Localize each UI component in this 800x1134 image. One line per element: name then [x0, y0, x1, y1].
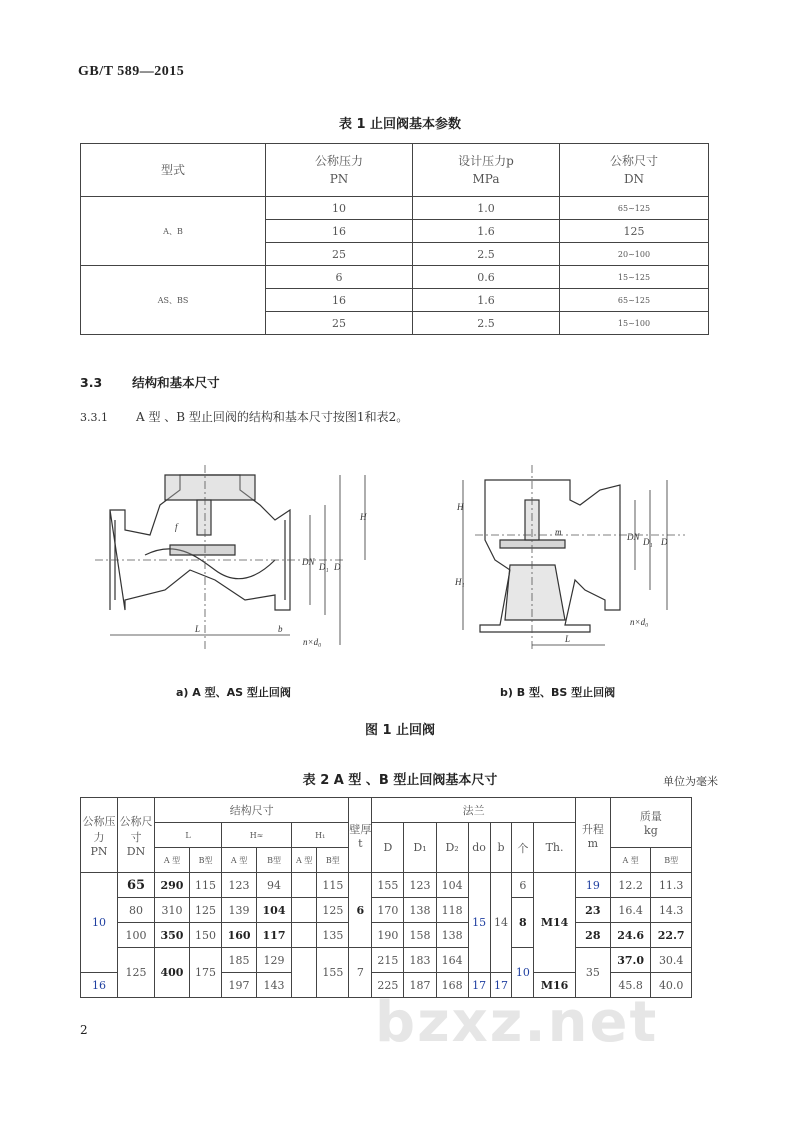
table-row: 25 2.5 15~100 — [81, 312, 709, 335]
svg-text:n×d₀: n×d₀ — [630, 617, 649, 627]
table-row: AS、BS 6 0.6 15~125 — [81, 266, 709, 289]
svg-text:H: H — [457, 502, 464, 512]
col-p: 设计压力p MPa — [413, 144, 560, 197]
dim-L-label: L — [195, 624, 201, 634]
dim-b-label: b — [278, 624, 283, 634]
dim-nd0-label: n×d₀ — [303, 637, 322, 647]
svg-text:D₁: D₁ — [643, 537, 653, 547]
table-row: 125 400 175 185 129 155 7 215 183 164 10 35 37.0 30.4 — [81, 948, 692, 973]
table-row: 10 65 290 115 123 94 115 6 155 123 104 15 14 6 M14 19 12.2 11.3 — [81, 873, 692, 898]
dim-DN-label: DN — [302, 557, 315, 567]
page-number: 2 — [80, 1023, 88, 1037]
table-row: 16 1.6 125 — [81, 220, 709, 243]
table-row: 100 350 150 160 117 135 190 158 138 28 24.6 22.7 — [81, 923, 692, 948]
svg-text:L: L — [565, 634, 571, 644]
dim-H-label: H — [360, 512, 367, 522]
col-type: 型式 — [81, 144, 266, 197]
table-row: A、B 10 1.0 65~125 — [81, 197, 709, 220]
dim-f-label: f — [175, 522, 178, 532]
table2-caption: 表 2 A 型 、B 型止回阀基本尺寸 — [302, 773, 498, 788]
figure-b-caption: b) B 型、BS 型止回阀 — [500, 686, 616, 699]
valve-drawing-a — [95, 460, 385, 660]
valve-drawing-b — [455, 460, 705, 660]
table2: 公称压力 PN 公称尺寸 DN 结构尺寸 壁厚 t 法兰 升程 m 质量 kg L H≈ H₁ D D₁ D₂ do b 个 Th. A 型 B型 A 型 B型 A 型 B型 A 型 B型 10 65 290 115 123 94 115 6 155 123 104 15 14 6 M14 19 12.2 11.3 80 310 125 139 104 125 170 138 118 8 23 16.4 14.3 100 350 150 160 117 135 190 158 138 28 24.6 22.7 125 400 175 185 129 155 7 215 183 164 10 35 37.0 30.4 16 197 143 225 187 168 17 17 M16 45.8 40.0 — [80, 797, 692, 998]
table-row: 16 1.6 65~125 — [81, 289, 709, 312]
svg-text:m: m — [555, 527, 562, 537]
unit-note: 单位为毫米 — [663, 775, 718, 788]
table-row: 80 310 125 139 104 125 170 138 118 8 23 16.4 14.3 — [81, 898, 692, 923]
table-row: 25 2.5 20~100 — [81, 243, 709, 266]
figure-a-caption: a) A 型、AS 型止回阀 — [176, 686, 291, 699]
figure-caption: 图 1 止回阀 — [364, 723, 436, 738]
svg-text:DN: DN — [627, 532, 640, 542]
svg-text:D: D — [661, 537, 668, 547]
paragraph: 3.3.1 A 型 、B 型止回阀的结构和基本尺寸按图1和表2。 — [80, 410, 409, 424]
watermark: bzxz.net — [375, 990, 659, 1055]
standard-number: GB/T 589—2015 — [78, 64, 185, 79]
table1 — [80, 143, 709, 335]
dim-D1-label: D₁ — [319, 562, 329, 572]
dim-H1-label: H₁ — [455, 577, 465, 587]
section-heading: 3.3 结构和基本尺寸 — [80, 375, 220, 390]
table1-caption: 表 1 止回阀基本参数 — [338, 117, 462, 132]
table-row: 16 197 143 225 187 168 17 17 M16 45.8 40.0 — [81, 973, 692, 998]
dim-D-label: D — [334, 562, 341, 572]
col-dn: 公称尺寸 DN — [560, 144, 709, 197]
col-pn: 公称压力 PN — [266, 144, 413, 197]
